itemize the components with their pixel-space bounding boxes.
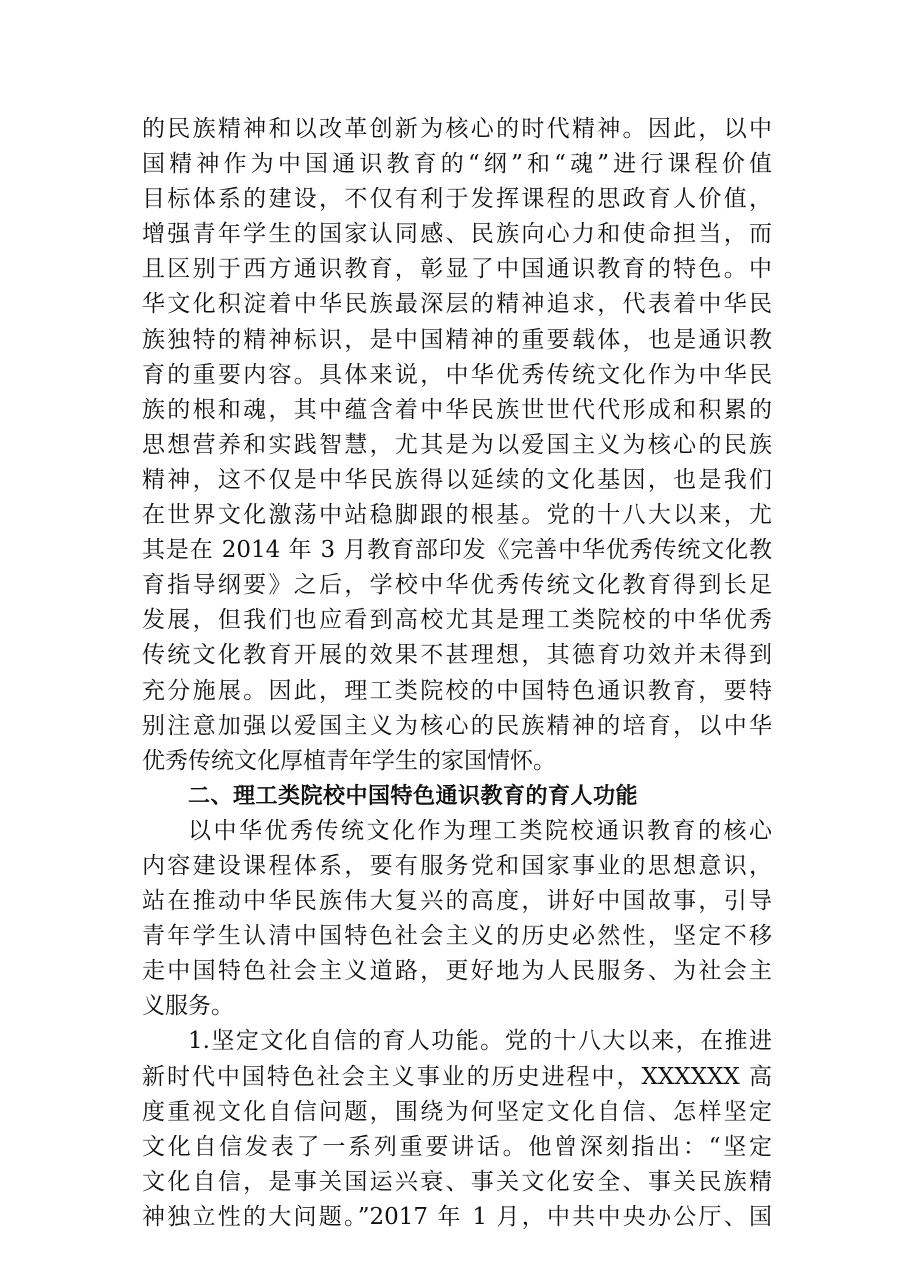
document-page (142, 112, 772, 1235)
section-heading: 二、理工类院校中国特色通识教育的育人功能 (188, 783, 639, 809)
text-line: 的民族精神和以改革创新为核心的时代精神。因此，以中 (142, 116, 772, 142)
text-line: 思想营养和实践智慧，尤其是为以爱国主义为核心的民族 (142, 431, 772, 458)
text-line: 优秀传统文化厚植青年学生的家国情怀。 (142, 747, 556, 774)
text-line: 神独立性的大问题。”2017 年 1 月，中共中央办公厅、国 (142, 1203, 772, 1230)
text-line: 内容建设课程体系，要有服务党和国家事业的思想意识， (142, 852, 772, 879)
text-line: 精神，这不仅是中华民族得以延续的文化基因，也是我们 (142, 466, 772, 493)
text-line: 别注意加强以爱国主义为核心的民族精神的培育，以中华 (142, 712, 772, 739)
text-line: 站在推动中华民族伟大复兴的高度，讲好中国故事，引导 (142, 888, 772, 915)
text-line: 新时代中国特色社会主义事业的历史进程中，XXXXXX 高 (142, 1063, 772, 1090)
paragraph-cultural-confidence (142, 1024, 772, 1235)
text-line: 发展，但我们也应看到高校尤其是理工类院校的中华优秀 (142, 607, 772, 634)
paragraph-curriculum (142, 814, 772, 1025)
text-line: 且区别于西方通识教育，彰显了中国通识教育的特色。中 (142, 256, 772, 283)
text-line: 族的根和魂，其中蕴含着中华民族世世代代形成和积累的 (142, 396, 772, 423)
text-line: 文化自信，是事关国运兴衰、事关文化安全、事关民族精 (142, 1168, 772, 1195)
text-line: 其是在 2014 年 3 月教育部印发《完善中华优秀传统文化教 (142, 537, 772, 564)
text-line: 以中华优秀传统文化作为理工类院校通识教育的核心 (188, 817, 772, 844)
text-line: 1.坚定文化自信的育人功能。党的十八大以来，在推进 (188, 1028, 772, 1055)
text-line: 在世界文化激荡中站稳脚跟的根基。党的十八大以来，尤 (142, 502, 772, 529)
text-line: 传统文化教育开展的效果不甚理想，其德育功效并未得到 (142, 642, 772, 669)
text-line: 华文化积淀着中华民族最深层的精神追求，代表着中华民 (142, 291, 772, 318)
text-line: 青年学生认清中国特色社会主义的历史必然性，坚定不移 (142, 923, 772, 950)
text-line: 文化自信发表了一系列重要讲话。他曾深刻指出：“坚定 (142, 1133, 772, 1160)
text-line: 育指导纲要》之后，学校中华优秀传统文化教育得到长足 (142, 572, 772, 599)
text-line: 充分施展。因此，理工类院校的中国特色通识教育，要特 (142, 677, 772, 704)
text-line: 增强青年学生的国家认同感、民族向心力和使命担当，而 (142, 221, 772, 248)
text-line: 育的重要内容。具体来说，中华优秀传统文化作为中华民 (142, 361, 772, 388)
paragraph-national-spirit (142, 112, 772, 779)
text-line: 义服务。 (142, 993, 234, 1020)
text-line: 国精神作为中国通识教育的“纲”和“魂”进行课程价值 (142, 151, 772, 178)
text-line: 走中国特色社会主义道路，更好地为人民服务、为社会主 (142, 958, 772, 985)
text-line: 度重视文化自信问题，围绕为何坚定文化自信、怎样坚定 (142, 1098, 772, 1125)
text-line: 族独特的精神标识，是中国精神的重要载体，也是通识教 (142, 326, 772, 353)
text-line: 目标体系的建设，不仅有利于发挥课程的思政育人价值， (142, 186, 772, 213)
